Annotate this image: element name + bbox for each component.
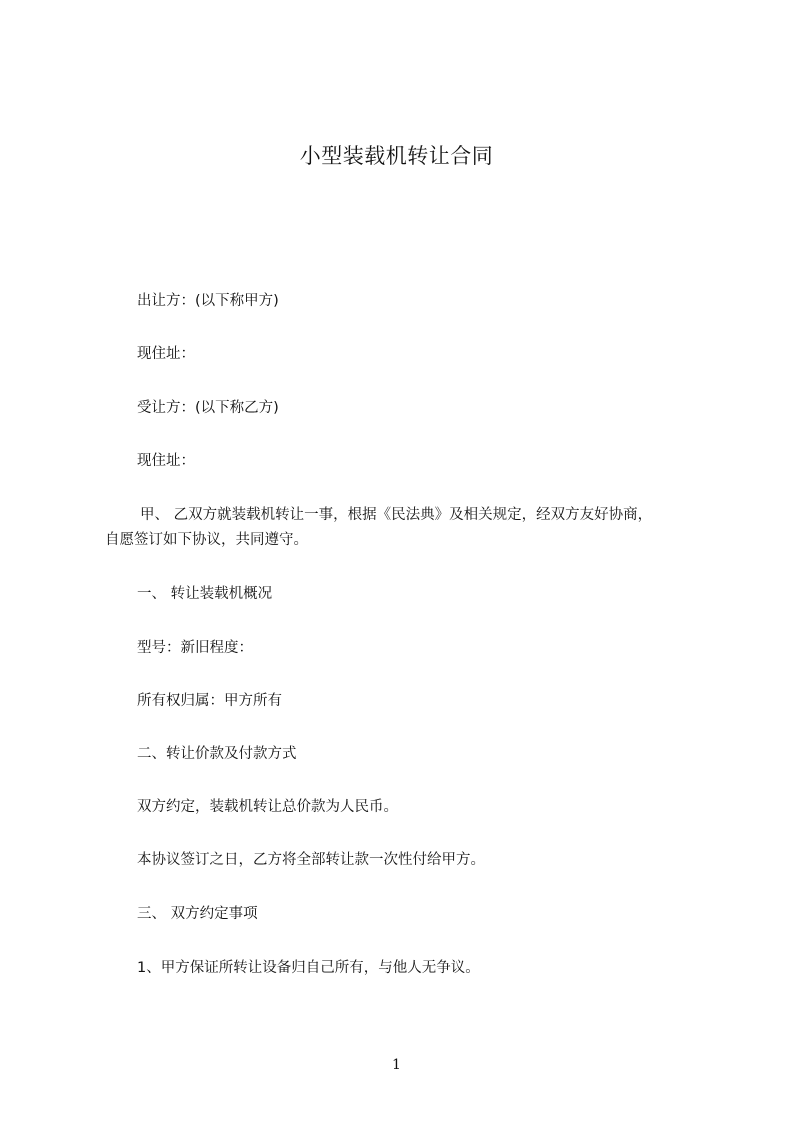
party-b-address: 现住址： xyxy=(137,453,195,469)
document-title: 小型装载机转让合同 xyxy=(299,144,494,168)
intro-line-2: 自愿签订如下协议，共同遵守。 xyxy=(105,532,308,548)
intro-paragraph xyxy=(105,503,705,553)
party-a-address: 现住址： xyxy=(137,346,195,362)
ownership-line: 所有权归属：甲方所有 xyxy=(137,693,282,709)
page-number: 1 xyxy=(392,1057,401,1073)
intro-line-1: 甲、 乙双方就装载机转让一事，根据《民法典》及相关规定，经双方友好协商， xyxy=(140,507,653,523)
price-line: 双方约定，装载机转让总价款为人民币。 xyxy=(137,799,398,815)
payment-line: 本协议签订之日，乙方将全部转让款一次性付给甲方。 xyxy=(137,852,485,868)
party-a-label: 出让方：(以下称甲方) xyxy=(137,293,279,309)
section-2-heading: 二、转让价款及付款方式 xyxy=(137,746,297,762)
section-3-heading: 三、 双方约定事项 xyxy=(137,906,258,922)
party-b-label: 受让方：(以下称乙方) xyxy=(137,400,279,416)
model-line: 型号：新旧程度： xyxy=(137,640,253,656)
clause-1: 1、甲方保证所转让设备归自己所有，与他人无争议。 xyxy=(137,960,480,976)
section-1-heading: 一、 转让装载机概况 xyxy=(137,586,273,602)
